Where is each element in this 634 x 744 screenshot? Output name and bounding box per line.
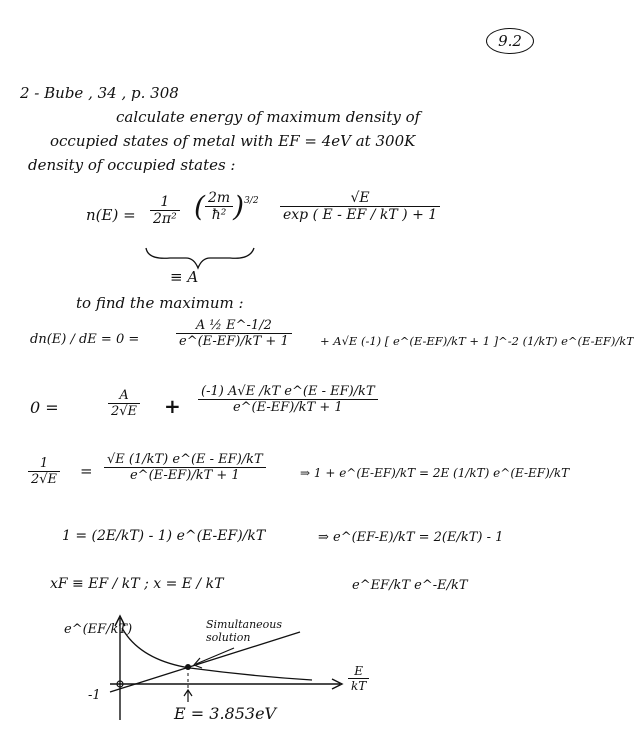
eq1-coef-num: 1 xyxy=(150,194,180,211)
eq1-paren-den: ħ² xyxy=(211,207,227,223)
eq1-coef-den: 2π² xyxy=(153,211,177,227)
graph-x-label-den: kT xyxy=(351,679,367,693)
eq5-lhs: 1 = (2E/kT) - 1) e^(E-EF)/kT xyxy=(62,528,266,544)
eq2-term1-den: e^(E-EF)/kT + 1 xyxy=(179,334,289,349)
eq1-frac-den: exp ( E - EF / kT ) + 1 xyxy=(283,207,438,223)
eq1-paren: ( $\frac{2m}{\text{ħ²}}$ )$^{3/2}$ xyxy=(194,190,259,223)
eq3-term2-den: e^(E-EF)/kT + 1 xyxy=(232,400,343,415)
xf-definition: xF ≡ EF / kT ; x = E / kT xyxy=(50,576,224,592)
find-max-text: to find the maximum : xyxy=(76,294,244,312)
problem-line-1: calculate energy of maximum density of xyxy=(116,108,421,126)
graph-annotation: Simultaneous solution xyxy=(206,618,283,644)
eq2-lhs: dn(E) / dE = 0 = xyxy=(30,332,140,347)
page-number-badge: 9.2 xyxy=(486,28,534,54)
eq1-frac-num: √E xyxy=(280,190,440,207)
eq1-lhs: n(E) = xyxy=(86,206,136,224)
eq2-term1-num: A ½ E^-1/2 xyxy=(176,318,292,334)
graph-x-label-num: E xyxy=(348,664,369,679)
eq2-term2: + A√E (-1) [ e^(E-EF)/kT + 1 ]^-2 (1/kT) e^(E-EF)/kT xyxy=(320,334,634,348)
underbrace xyxy=(146,248,254,268)
problem-heading: 2 - Bube , 34 , p. 308 xyxy=(20,84,179,102)
eq4-lhs-den: 2√E xyxy=(31,472,58,487)
eq4-rhs-num: √E (1/kT) e^(E - EF)/kT xyxy=(104,452,266,468)
eq4-eq: = xyxy=(80,462,93,480)
eq3-plus: + xyxy=(164,394,181,418)
annotation-arrow xyxy=(196,648,234,664)
graph-neg-one: -1 xyxy=(88,688,101,703)
eq3-lhs: 0 = xyxy=(30,398,59,417)
linear-line xyxy=(110,632,300,692)
eq1-paren-num: 2m xyxy=(205,190,233,207)
eq1-power: 3/2 xyxy=(244,195,259,206)
eq4-implies: ⇒ 1 + e^(E-EF)/kT = 2E (1/kT) e^(E-EF)/kT xyxy=(300,466,570,480)
eq3-term1-den: 2√E xyxy=(111,404,138,419)
eq1-brace-label: ≡ A xyxy=(170,268,199,286)
eq4-lhs-num: 1 xyxy=(28,456,60,472)
eq5-implies: ⇒ e^(EF-E)/kT = 2(E/kT) - 1 xyxy=(318,530,504,545)
eq4-rhs-den: e^(E-EF)/kT + 1 xyxy=(129,468,240,483)
graph-y-label: e^(EF/kT) xyxy=(64,622,133,637)
problem-line-3: density of occupied states : xyxy=(28,156,236,174)
exponential-curve xyxy=(122,628,312,680)
eq3-term2-num: (-1) A√E /kT e^(E - EF)/kT xyxy=(198,384,378,400)
problem-line-2: occupied states of metal with EF = 4eV at 300K xyxy=(50,132,416,150)
graph-result: E = 3.853eV xyxy=(174,704,277,723)
eq3-term1-num: A xyxy=(108,388,140,404)
exp-relation: e^EF/kT e^-E/kT xyxy=(352,578,468,593)
